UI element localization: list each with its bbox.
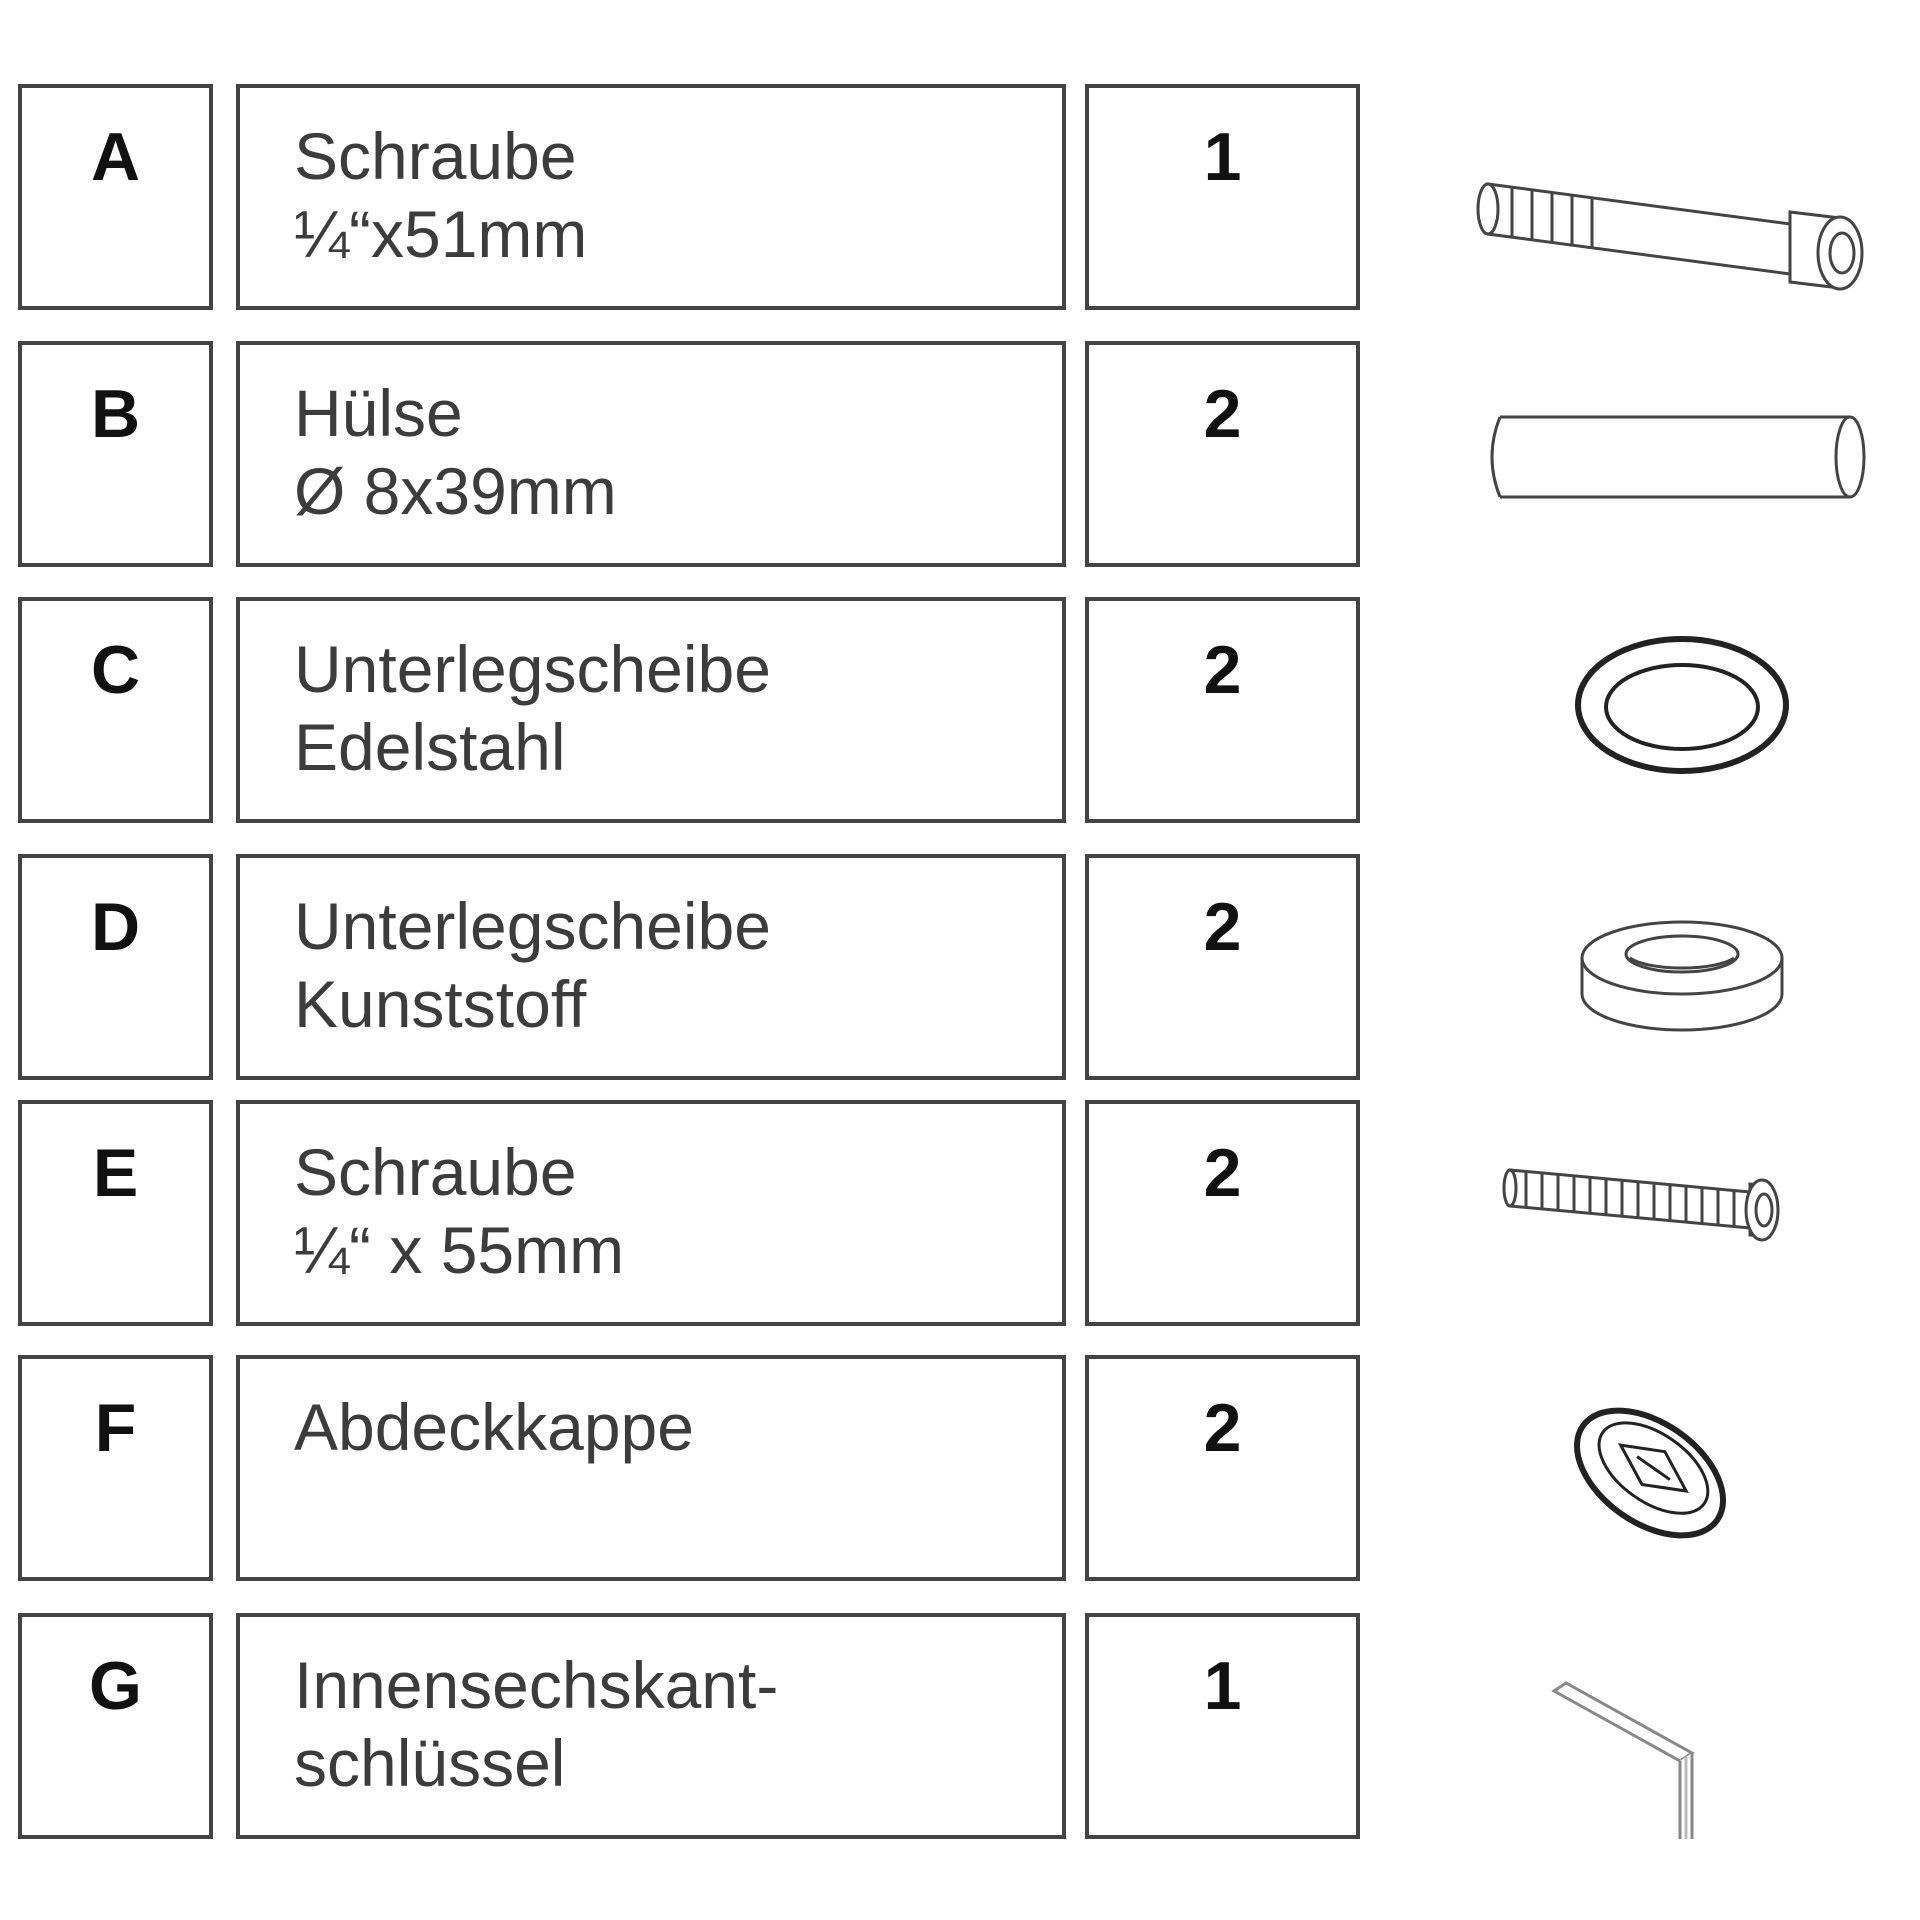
part-letter-cell bbox=[18, 597, 213, 823]
part-quantity: 1 bbox=[1203, 1648, 1242, 1724]
part-letter: E bbox=[92, 1135, 139, 1211]
part-letter: G bbox=[89, 1648, 142, 1724]
part-quantity: 1 bbox=[1203, 119, 1242, 195]
part-description-cell bbox=[236, 1100, 1066, 1326]
part-row-b bbox=[0, 341, 1920, 571]
part-letter-cell bbox=[18, 1100, 213, 1326]
part-quantity-cell bbox=[1085, 1613, 1360, 1839]
part-quantity: 2 bbox=[1203, 889, 1242, 965]
part-letter-cell bbox=[18, 1355, 213, 1581]
part-name: Schraube bbox=[294, 1135, 577, 1209]
part-spec: Kunststoff bbox=[294, 967, 587, 1041]
part-letter-cell bbox=[18, 84, 213, 310]
part-quantity: 2 bbox=[1203, 376, 1242, 452]
washer-ring-icon bbox=[1450, 597, 1920, 823]
part-description-cell bbox=[236, 341, 1066, 567]
part-name: Abdeckkappe bbox=[294, 1390, 694, 1464]
part-row-g bbox=[0, 1613, 1920, 1843]
sleeve-icon bbox=[1450, 341, 1920, 567]
part-description-cell bbox=[236, 854, 1066, 1080]
part-quantity-cell bbox=[1085, 597, 1360, 823]
part-spec: ¼“ x 55mm bbox=[294, 1213, 625, 1287]
part-row-d bbox=[0, 854, 1920, 1084]
part-letter: C bbox=[90, 632, 141, 708]
screw-icon bbox=[1450, 1100, 1920, 1326]
part-description-cell bbox=[236, 1613, 1066, 1839]
cover-cap-icon bbox=[1450, 1355, 1920, 1581]
part-row-e bbox=[0, 1100, 1920, 1330]
part-quantity: 2 bbox=[1203, 632, 1242, 708]
part-quantity-cell bbox=[1085, 1355, 1360, 1581]
part-row-c bbox=[0, 597, 1920, 827]
part-letter-cell bbox=[18, 1613, 213, 1839]
bolt-icon bbox=[1450, 84, 1920, 310]
part-spec: Ø 8x39mm bbox=[294, 454, 617, 528]
part-name: Unterlegscheibe bbox=[294, 889, 771, 963]
part-name: Unterlegscheibe bbox=[294, 632, 771, 706]
part-letter: A bbox=[90, 119, 141, 195]
part-description-cell bbox=[236, 1355, 1066, 1581]
part-quantity-cell bbox=[1085, 854, 1360, 1080]
part-description-cell bbox=[236, 84, 1066, 310]
part-letter-cell bbox=[18, 854, 213, 1080]
part-name: Innensechskant- bbox=[294, 1648, 779, 1722]
part-quantity-cell bbox=[1085, 84, 1360, 310]
hex-key-icon bbox=[1450, 1613, 1920, 1839]
part-quantity-cell bbox=[1085, 1100, 1360, 1326]
part-row-f bbox=[0, 1355, 1920, 1585]
part-letter: B bbox=[90, 376, 141, 452]
part-letter-cell bbox=[18, 341, 213, 567]
part-letter: D bbox=[90, 889, 141, 965]
part-row-a bbox=[0, 84, 1920, 314]
part-spec: ¼“x51mm bbox=[294, 197, 588, 271]
part-name: Schraube bbox=[294, 119, 577, 193]
part-letter: F bbox=[94, 1390, 137, 1466]
plastic-washer-icon bbox=[1450, 854, 1920, 1080]
part-spec: Edelstahl bbox=[294, 710, 566, 784]
part-name: Hülse bbox=[294, 376, 463, 450]
part-quantity-cell bbox=[1085, 341, 1360, 567]
part-quantity: 2 bbox=[1203, 1390, 1242, 1466]
part-spec: schlüssel bbox=[294, 1726, 566, 1800]
part-description-cell bbox=[236, 597, 1066, 823]
part-quantity: 2 bbox=[1203, 1135, 1242, 1211]
